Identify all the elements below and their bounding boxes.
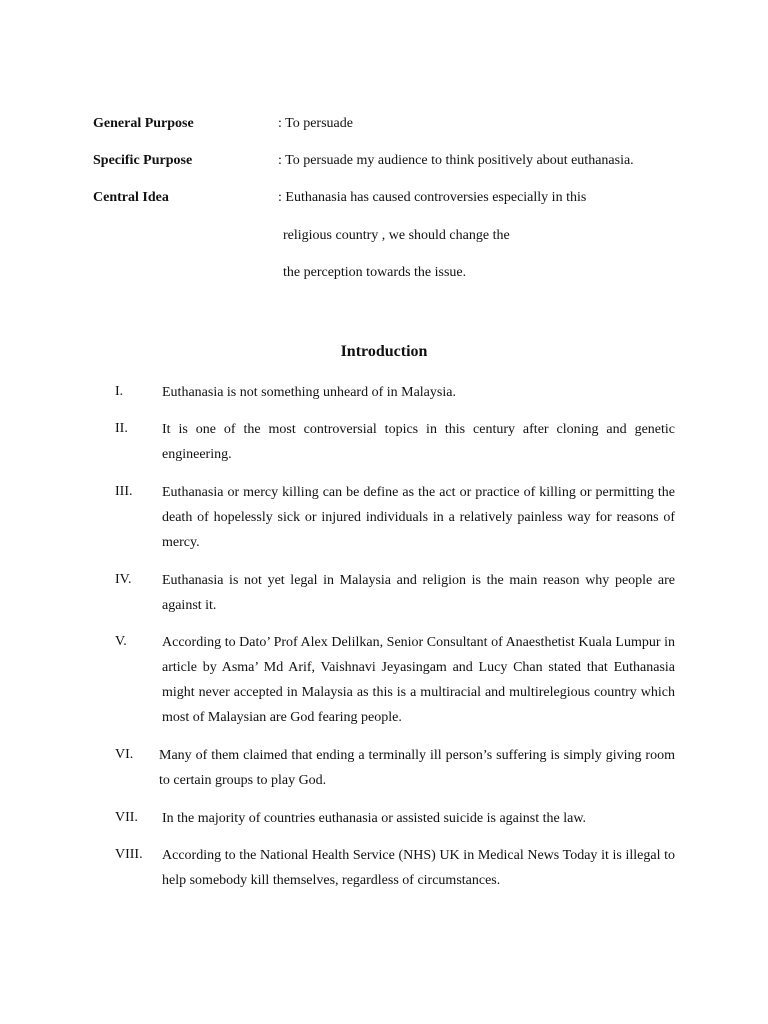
item-number: I. (115, 384, 124, 399)
general-purpose-label: General Purpose (93, 116, 194, 131)
item-number: VII. (115, 810, 138, 825)
item-text: It is one of the most controversial topics in this century after cloning and genetic engineering. (162, 422, 675, 462)
item-text: Euthanasia is not something unheard of in Malaysia. (162, 385, 456, 400)
item-text: Many of them claimed that ending a terminally ill person’s suffering is simply giving room to certain groups to play God. (159, 748, 675, 788)
item-number: VIII. (115, 847, 143, 862)
item-text: According to the National Health Service (NHS) UK in Medical News Today it is illegal to help somebody kill themselves, regardless of circumstances. (162, 848, 675, 888)
item-number: IV. (115, 572, 132, 587)
item-text: Euthanasia is not yet legal in Malaysia and religion is the main reason why people are against it. (162, 573, 675, 613)
item-number: II. (115, 421, 128, 436)
specific-purpose-label: Specific Purpose (93, 153, 193, 168)
introduction-heading: Introduction (340, 343, 428, 360)
item-number: III. (115, 484, 133, 499)
item-text: Euthanasia or mercy killing can be define as the act or practice of killing or permitting the death of hopelessly sick or injured individuals in a relatively painless way for reasons of mercy. (162, 485, 675, 550)
general-purpose-value: : To persuade (278, 116, 353, 131)
item-number: V. (115, 634, 127, 649)
central-idea-continuation-2: the perception towards the issue. (283, 265, 467, 280)
central-idea-value: : Euthanasia has caused controversies especially in this (278, 190, 587, 205)
specific-purpose-value: : To persuade my audience to think positively about euthanasia. (278, 153, 634, 168)
item-text: In the majority of countries euthanasia or assisted suicide is against the law. (162, 811, 587, 826)
central-idea-continuation-1: religious country , we should change the (283, 228, 510, 243)
item-text: According to Dato’ Prof Alex Delilkan, Senior Consultant of Anaesthetist Kuala Lumpur in article by Asma’ Md Arif, Vaishnavi Jeyasingam and Lucy Chan stated that Euthanasia might never accepted in Malaysia as this is a multiracial and multirelegious country which most of Malaysian are God fearing people. (162, 635, 675, 725)
central-idea-label: Central Idea (93, 190, 169, 205)
item-number: VI. (115, 747, 134, 762)
